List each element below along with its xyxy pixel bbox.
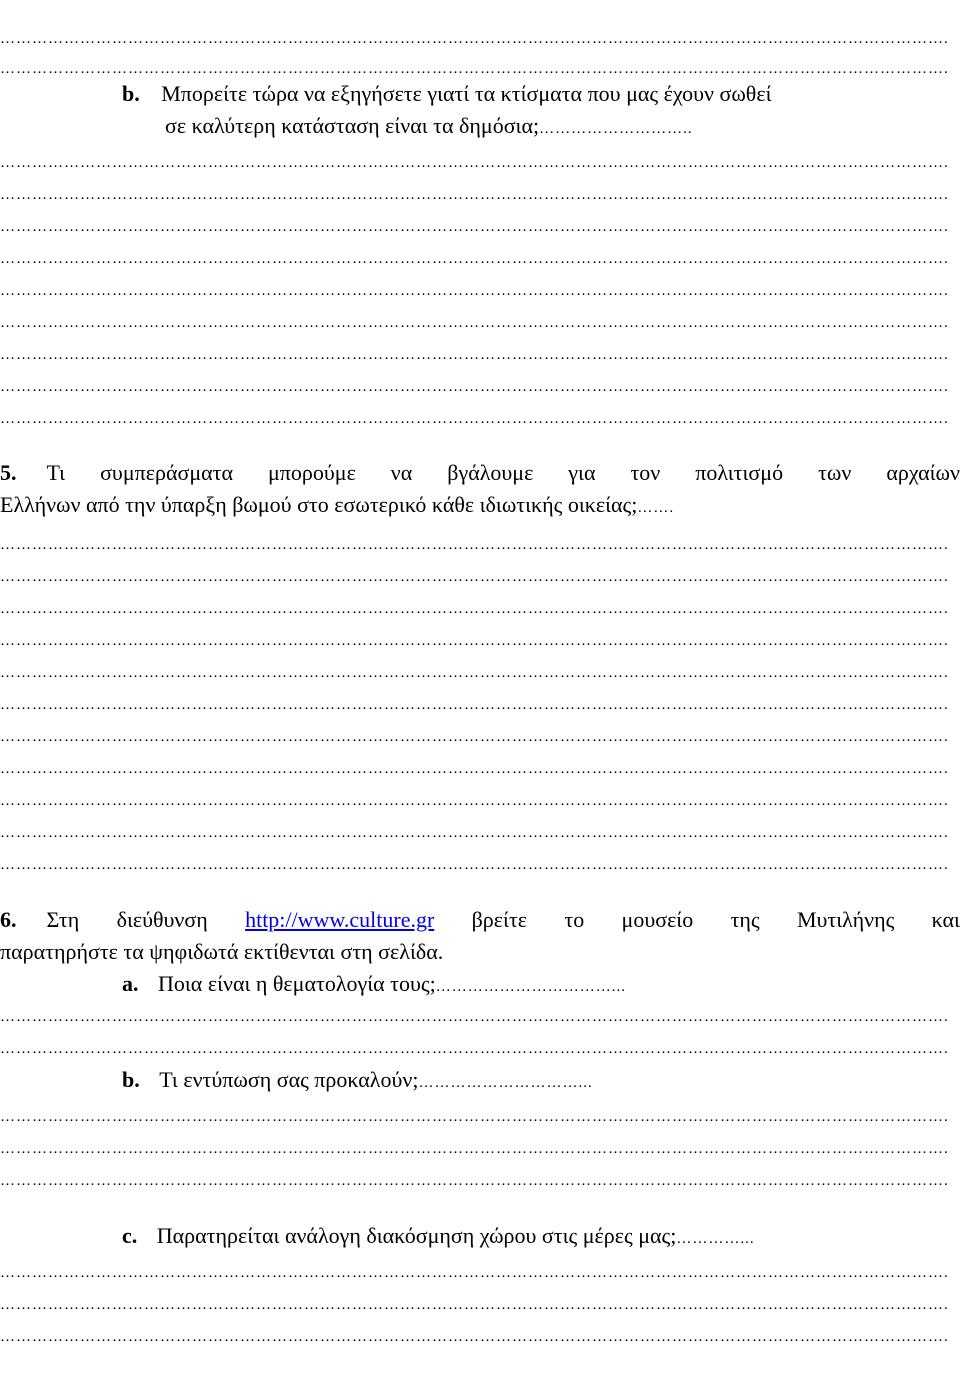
subquestion-a bbox=[122, 968, 626, 1003]
question-5-line1 bbox=[0, 457, 960, 489]
subquestion-text: Τι εντύπωση σας προκαλούν; bbox=[159, 1067, 419, 1092]
answer-line[interactable] bbox=[0, 1132, 960, 1166]
dotted-line: ……………………………………………………………………………………………………………………………………………………………. bbox=[0, 569, 949, 585]
answer-line[interactable] bbox=[0, 22, 960, 56]
dotted-line: ……………………………………………………………………………………………………………………………………………………………. bbox=[0, 1109, 949, 1125]
answer-line[interactable] bbox=[0, 624, 960, 658]
answer-line[interactable] bbox=[0, 784, 960, 818]
answer-trail[interactable]: ……. bbox=[637, 500, 675, 516]
question-number: 6. bbox=[0, 907, 17, 932]
dotted-line: ……………………………………………………………………………………………………………………………………………………………. bbox=[0, 187, 949, 203]
answer-trail[interactable]: ……………………….. bbox=[539, 121, 693, 137]
question-text: Στη διεύθυνση bbox=[46, 907, 246, 932]
question-b-line1 bbox=[122, 78, 772, 110]
dotted-line: ……………………………………………………………………………………………………………………………………………………………. bbox=[0, 283, 949, 299]
answer-line[interactable] bbox=[0, 848, 960, 882]
question-text: Τι συμπεράσματα μπορούμε να βγάλουμε για τον πολιτισμό των αρχαίων bbox=[46, 460, 960, 485]
answer-line[interactable] bbox=[0, 528, 960, 562]
dotted-line: ……………………………………………………………………………………………………………………………………………………………. bbox=[0, 347, 949, 363]
dotted-line: ……………………………………………………………………………………………………………………………………………………………. bbox=[0, 1173, 949, 1189]
dotted-line: ……………………………………………………………………………………………………………………………………………………………. bbox=[0, 825, 949, 841]
answer-line[interactable] bbox=[0, 210, 960, 244]
subquestion-b bbox=[122, 1064, 593, 1099]
dotted-line: ……………………………………………………………………………………………………………………………………………………………. bbox=[0, 1265, 949, 1281]
answer-line[interactable] bbox=[0, 1288, 960, 1322]
dotted-line: ……………………………………………………………………………………………………………………………………………………………. bbox=[0, 697, 949, 713]
question-5-line2 bbox=[0, 489, 960, 524]
answer-trail[interactable]: …………... bbox=[676, 1231, 755, 1247]
question-marker: b. bbox=[122, 81, 140, 106]
question-6-line2 bbox=[0, 936, 960, 968]
dotted-line: ……………………………………………………………………………………………………………………………………………………………. bbox=[0, 61, 949, 77]
question-number: 5. bbox=[0, 460, 17, 485]
answer-line[interactable] bbox=[0, 146, 960, 180]
question-text: Ελλήνων από την ύπαρξη βωμού στο εσωτερικό κάθε ιδιωτικής οικείας; bbox=[0, 492, 638, 517]
dotted-line: ……………………………………………………………………………………………………………………………………………………………. bbox=[0, 1041, 949, 1057]
question-b-line2 bbox=[165, 110, 693, 145]
dotted-line: ……………………………………………………………………………………………………………………………………………………………. bbox=[0, 537, 949, 553]
dotted-line: ……………………………………………………………………………………………………………………………………………………………. bbox=[0, 219, 949, 235]
subquestion-marker: c. bbox=[122, 1223, 138, 1248]
subquestion-marker: b. bbox=[122, 1067, 140, 1092]
answer-trail[interactable]: …………………………... bbox=[418, 1075, 593, 1091]
subquestion-text: Ποια είναι η θεματολογία τους; bbox=[158, 971, 436, 996]
answer-line[interactable] bbox=[0, 1320, 960, 1354]
answer-line[interactable] bbox=[0, 306, 960, 340]
subquestion-text: Παρατηρείται ανάλογη διακόσμηση χώρου στις μέρες μας; bbox=[156, 1223, 677, 1248]
answer-line[interactable] bbox=[0, 242, 960, 276]
answer-line[interactable] bbox=[0, 274, 960, 308]
dotted-line: ……………………………………………………………………………………………………………………………………………………………. bbox=[0, 1141, 949, 1157]
answer-line[interactable] bbox=[0, 688, 960, 722]
answer-line[interactable] bbox=[0, 1164, 960, 1198]
culture-link[interactable]: http://www.culture.gr bbox=[245, 907, 435, 932]
dotted-line: ……………………………………………………………………………………………………………………………………………………………. bbox=[0, 1329, 949, 1345]
dotted-line: ……………………………………………………………………………………………………………………………………………………………. bbox=[0, 411, 949, 427]
answer-line[interactable] bbox=[0, 370, 960, 404]
dotted-line: ……………………………………………………………………………………………………………………………………………………………. bbox=[0, 379, 949, 395]
answer-line[interactable] bbox=[0, 1000, 960, 1034]
dotted-line: ……………………………………………………………………………………………………………………………………………………………. bbox=[0, 633, 949, 649]
dotted-line: ……………………………………………………………………………………………………………………………………………………………. bbox=[0, 31, 949, 47]
dotted-line: ……………………………………………………………………………………………………………………………………………………………. bbox=[0, 251, 949, 267]
subquestion-marker: a. bbox=[122, 971, 139, 996]
answer-line[interactable] bbox=[0, 1100, 960, 1134]
answer-trail[interactable]: ……………………………... bbox=[435, 979, 626, 995]
answer-line[interactable] bbox=[0, 178, 960, 212]
answer-line[interactable] bbox=[0, 720, 960, 754]
answer-line[interactable] bbox=[0, 592, 960, 626]
dotted-line: ……………………………………………………………………………………………………………………………………………………………. bbox=[0, 761, 949, 777]
question-text: σε καλύτερη κατάσταση είναι τα δημόσια; bbox=[165, 113, 540, 138]
answer-line[interactable] bbox=[0, 338, 960, 372]
dotted-line: ……………………………………………………………………………………………………………………………………………………………. bbox=[0, 729, 949, 745]
answer-line[interactable] bbox=[0, 656, 960, 690]
question-text: Μπορείτε τώρα να εξηγήσετε γιατί τα κτίσματα που μας έχουν σωθεί bbox=[161, 81, 772, 106]
dotted-line: ……………………………………………………………………………………………………………………………………………………………. bbox=[0, 315, 949, 331]
dotted-line: ……………………………………………………………………………………………………………………………………………………………. bbox=[0, 1009, 949, 1025]
question-text: παρατηρήστε τα ψηφιδωτά εκτίθενται στη σελίδα. bbox=[0, 939, 444, 964]
dotted-line: ……………………………………………………………………………………………………………………………………………………………. bbox=[0, 857, 949, 873]
question-text: βρείτε το μουσείο της Μυτιλήνης και bbox=[434, 907, 960, 932]
question-6-line1 bbox=[0, 904, 960, 936]
answer-line[interactable] bbox=[0, 816, 960, 850]
answer-line[interactable] bbox=[0, 560, 960, 594]
subquestion-c bbox=[122, 1220, 755, 1255]
dotted-line: ……………………………………………………………………………………………………………………………………………………………. bbox=[0, 665, 949, 681]
dotted-line: ……………………………………………………………………………………………………………………………………………………………. bbox=[0, 155, 949, 171]
answer-line[interactable] bbox=[0, 752, 960, 786]
answer-line[interactable] bbox=[0, 1256, 960, 1290]
answer-line[interactable] bbox=[0, 402, 960, 436]
dotted-line: ……………………………………………………………………………………………………………………………………………………………. bbox=[0, 793, 949, 809]
dotted-line: ……………………………………………………………………………………………………………………………………………………………. bbox=[0, 601, 949, 617]
answer-line[interactable] bbox=[0, 1032, 960, 1066]
dotted-line: ……………………………………………………………………………………………………………………………………………………………. bbox=[0, 1297, 949, 1313]
